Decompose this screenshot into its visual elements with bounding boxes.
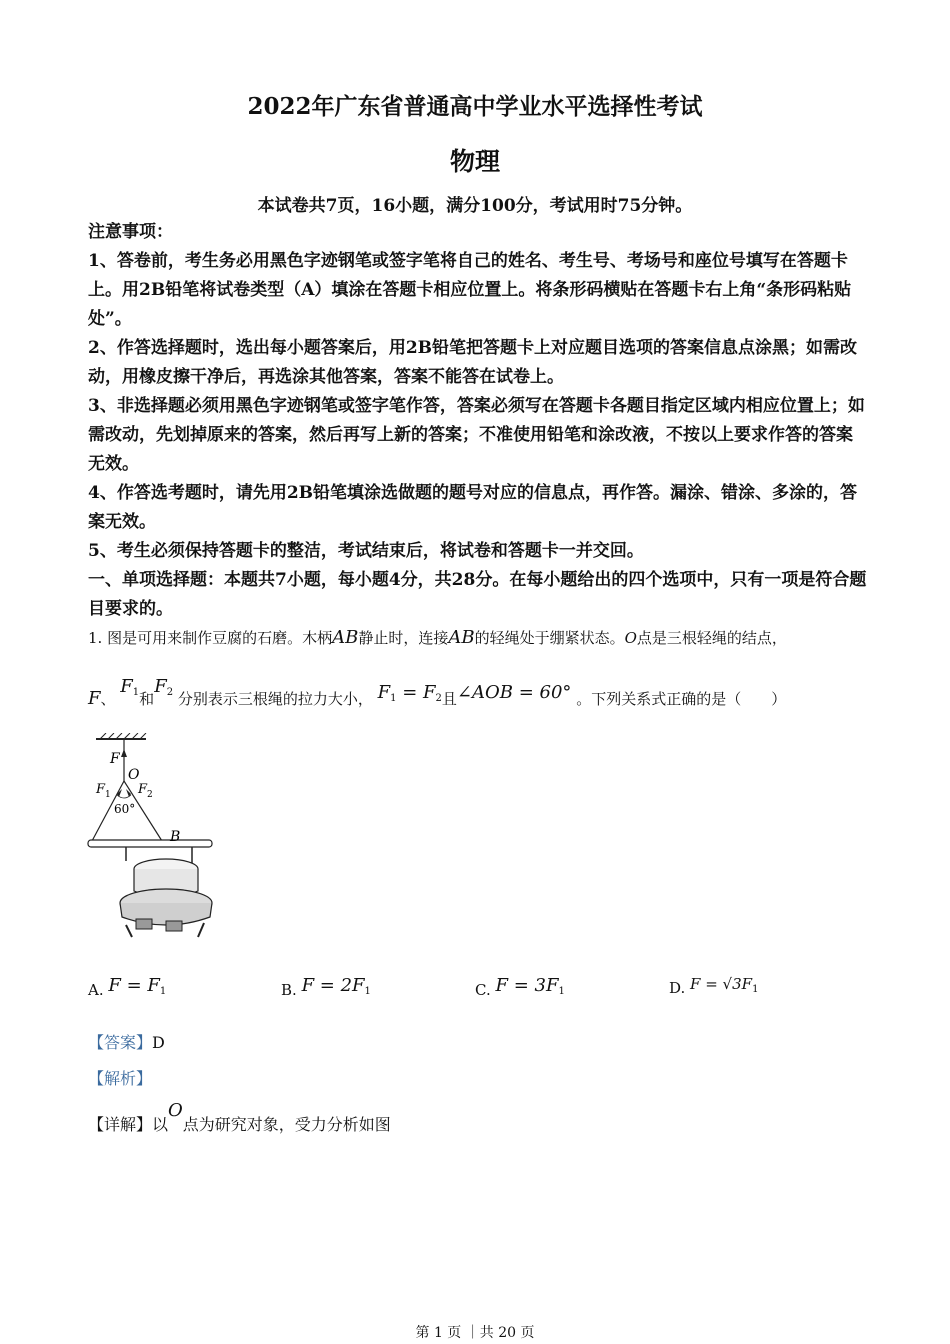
note-item: 4、作答选考题时，请先用2B铅笔填涂选做题的题号对应的信息点，再作答。漏涂、错涂、多涂的，答案无效。 [88,483,858,532]
section-heading: 一、单项选择题：本题共7小题，每小题4分，共28分。在每小题给出的四个选项中，只有一项是符合题目要求的。 [88,570,867,619]
analysis-line [88,1066,152,1089]
question-1-line-2: F、 $F_1$和$F_2$ 分别表示三根绳的拉力大小， $F_1 = F_2$且∠AOB = 60° 。下列关系式正确的是（ ） [88,676,787,709]
note-item: 5、考生必须保持答题卡的整洁，考试结束后，将试卷和答题卡一并交回。 [88,541,644,561]
page-footer: 第 1 页 ｜共 20 页 [415,1325,535,1341]
option-c[interactable]: C. $F = 3F_1$ [475,975,565,999]
exam-info: 本试卷共7页，16小题，满分100分，考试用时75分钟。 [257,196,693,216]
detail-tag: 【详解】 [88,1115,153,1134]
label-f2: F [138,782,148,797]
label-o: O [128,767,140,783]
math-angle-aob: ∠AOB = 60° [456,682,572,703]
math-f: F [88,688,101,709]
option-d[interactable]: D. $F = √3F_1$ [669,975,759,997]
label-f1-sub: 1 [105,790,111,800]
exam-title: 2022年广东省普通高中学业水平选择性考试 [247,93,703,120]
math-o: O [624,629,637,647]
answer-line [88,1030,165,1053]
notes-heading: 注意事项： [88,222,173,242]
answer-tag: 【答案】 [88,1033,153,1052]
notes-list [88,247,868,566]
math-f1: F [120,676,133,697]
math-ab: AB [448,627,475,648]
math-ab: AB [332,627,359,648]
analysis-tag: 【解析】 [88,1069,153,1088]
option-a[interactable]: A. $F = F_1$ [88,975,167,999]
math-eq1: F [377,682,391,703]
answer-value: D [152,1033,165,1052]
math-f2: F [154,676,167,697]
stone-mill-figure [86,733,222,943]
label-f2-sub: 2 [147,790,153,800]
math-o: O [168,1100,183,1121]
option-b[interactable]: B. $F = 2F_1$ [281,975,371,999]
stone-mill-diagram [86,733,222,943]
label-b: B [170,829,181,845]
note-item: 2、作答选择题时，选出每小题答案后，用2B铅笔把答题卡上对应题目选项的答案信息点涂黑；如需改动，用橡皮擦干净后，再选涂其他答案，答案不能答在试卷上。 [88,338,858,387]
label-angle: 60° [114,802,136,816]
note-item: 3、非选择题必须用黑色字迹钢笔或签字笔作答，答案必须写在答题卡各题目指定区域内相应位置上；如需改动，先划掉原来的答案，然后再写上新的答案；不准使用铅笔和涂改液，不按以上要求作答的答案无效。 [88,396,865,474]
label-f1: F [96,782,106,797]
note-item: 1、答卷前，考生务必用黑色字迹钢笔或签字笔将自己的姓名、考生号、考场号和座位号填写在答题卡上。用2B铅笔将试卷类型（A）填涂在答题卡相应位置上。将条形码横贴在答题卡右上角“条形码粘贴处”。 [88,251,852,329]
question-1-line-1: 1. 图是可用来制作豆腐的石磨。木柄AB静止时，连接AB的轻绳处于绷紧状态。O点是三根轻绳的结点， [88,627,787,648]
exam-subject: 物理 [449,147,500,176]
detail-line: 【详解】以O点为研究对象，受力分析如图 [88,1100,391,1134]
label-f: F [110,751,120,767]
